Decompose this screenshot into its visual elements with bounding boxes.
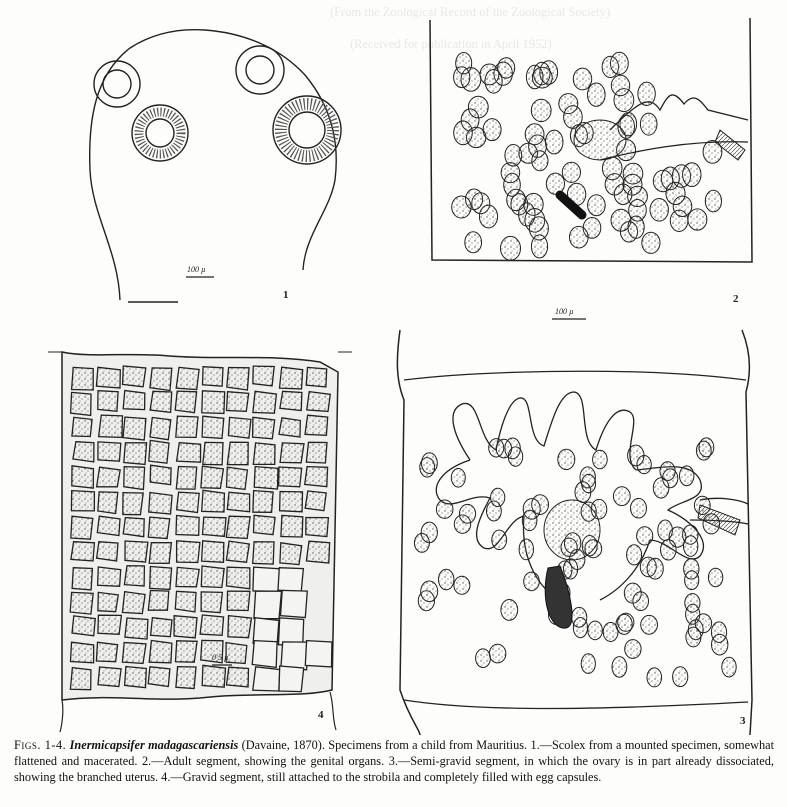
egg-capsule-cell [177,541,200,563]
egg-capsule-cell [98,567,121,586]
egg-capsule [627,545,642,565]
egg-capsule [670,210,688,231]
egg-capsule-cell [201,466,224,488]
egg-capsule-cell [227,368,249,391]
egg-capsule-cell [226,643,247,664]
egg-capsule-cell [150,567,172,590]
egg-capsule-cell [72,568,92,590]
egg-capsule [688,209,707,230]
egg-capsule [628,445,644,466]
egg-capsule [534,62,550,85]
egg-capsule-cell [253,366,274,386]
egg-capsule-cell [203,442,223,464]
egg-capsule-cell [98,391,118,412]
egg-capsule [454,121,473,145]
egg-capsule-cell [124,443,147,465]
egg-capsule [422,453,438,474]
egg-capsule-cell [203,517,227,536]
sucker-top-right [236,46,284,94]
egg-capsule [722,657,736,677]
egg-capsule [476,649,491,668]
egg-capsule [661,540,677,560]
egg-capsule-cell [123,391,145,410]
sucker-lower-right [273,96,341,164]
egg-capsule-cell [306,518,329,537]
egg-capsule [525,124,544,145]
egg-capsule [593,450,608,468]
egg-capsule [465,232,482,253]
egg-capsule-cell [306,442,327,463]
egg-capsule [501,600,518,621]
egg-capsule-cell [98,442,121,461]
scale-label-4: 0·5 µ [212,653,229,662]
figure-caption [14,737,774,785]
egg-capsule [637,527,653,545]
egg-capsule-cell [280,492,303,512]
egg-capsule [631,498,647,518]
egg-capsule [588,83,606,106]
caption-authority: (Davaine, 1870). [241,738,325,752]
scale-label-1: 100 µ [187,265,206,274]
egg-capsule [414,534,429,553]
sucker-lower-left [132,105,188,161]
egg-capsule [454,515,470,533]
egg-capsule [685,571,699,590]
egg-capsule [612,657,627,678]
egg-capsule-cell [125,618,148,639]
egg-capsule-cell [149,493,172,515]
egg-capsule-cell [123,366,146,387]
egg-capsule-cell [252,641,277,668]
egg-capsule [708,568,722,586]
egg-capsule [451,469,465,488]
egg-capsule [696,441,711,460]
egg-capsule [570,226,589,248]
egg-capsule-cell [150,465,171,484]
egg-capsule [633,592,649,611]
egg-capsule-cell [202,665,225,687]
egg-capsule-cell [176,416,198,437]
egg-capsule-cell [253,491,273,513]
egg-capsule [680,466,694,486]
egg-capsule-cell [253,542,274,564]
egg-capsule-cell [98,667,121,687]
egg-capsule-cell [176,467,196,490]
egg-capsule [705,190,721,212]
egg-capsule-cell [306,367,327,387]
egg-capsule-cell [98,492,118,514]
semi-gravid-segment-drawing [397,330,752,735]
egg-capsule [531,235,547,258]
egg-capsule-cell [253,391,277,413]
egg-capsule-cell [281,515,303,537]
egg-capsule-cell [281,642,308,670]
egg-capsule-cell [226,516,250,538]
egg-capsule-cell [226,541,249,562]
egg-capsule [684,536,698,557]
egg-capsule [572,607,587,627]
egg-capsule-cell [253,667,280,691]
egg-capsule [436,500,453,518]
egg-capsule-cell [124,467,145,490]
caption-description: Specimens from a child from Mauritius. 1.—Scolex from a mounted specimen, somewhat flattened and macerated. 2.—Adult segment, showing the genital organs. 3.—Semi-gravid segment, in which the ovary is in part already dissociated, showing the branched uterus. 4.—Gravid segment, still attached to the strobila and completely filled with egg capsules. [14,738,774,784]
egg-capsule [485,70,502,94]
egg-capsule-cell [177,443,201,463]
egg-capsule [545,130,563,154]
egg-capsule [640,113,657,135]
egg-capsule [491,488,505,506]
egg-capsule-cell [202,416,224,438]
egg-capsule [558,449,575,469]
egg-capsule [562,162,580,182]
caption-figs-label: Figs. 1-4. [14,738,67,752]
egg-capsule-cell [71,491,94,511]
egg-capsule [611,52,629,74]
egg-capsule-cell [72,417,92,436]
egg-capsule-cell [122,643,146,664]
egg-capsule [421,581,438,602]
egg-capsule [532,151,548,171]
egg-capsule [454,576,470,594]
egg-capsule-cell [227,492,249,512]
egg-capsule-cell [125,667,147,688]
egg-capsule [468,96,488,118]
egg-capsule [616,614,632,634]
egg-capsule-cell [253,567,281,591]
egg-capsule [658,520,673,540]
egg-capsule-cell [99,415,123,437]
egg-capsule-cell [175,391,196,413]
egg-capsule-cell [305,491,326,511]
egg-capsule [573,68,591,90]
egg-capsule [642,232,660,253]
egg-capsule-cell [98,592,118,611]
egg-capsule-cell [176,516,199,536]
egg-capsule-cell [149,641,172,663]
egg-capsule-cell [150,368,172,391]
egg-capsule-cell [72,616,95,636]
egg-capsule [559,94,578,114]
egg-capsule-cell [71,542,95,561]
egg-capsule-cell [227,467,248,489]
egg-capsule-cell [70,592,93,614]
egg-capsule [501,163,520,183]
egg-capsule-cell [253,417,275,439]
egg-capsule [711,622,726,643]
egg-capsule [452,196,471,218]
egg-capsule-cell [279,467,302,487]
egg-capsule-cell [96,642,117,661]
egg-capsule [625,640,641,659]
egg-capsule [483,119,501,141]
egg-capsule-cell [177,492,200,512]
egg-capsule-cell [305,467,328,487]
egg-capsule-cell [201,566,224,588]
egg-capsule-cell [228,417,251,438]
egg-capsule [602,157,622,180]
egg-capsule-cell [202,541,224,563]
egg-capsule-cell [123,518,144,537]
egg-capsule-cell [148,591,169,611]
egg-capsule-cell [203,367,224,387]
egg-capsule-cell [71,642,94,663]
egg-capsule [647,558,663,579]
egg-capsule-cell [150,418,171,440]
egg-capsule-cell [227,667,249,687]
egg-capsule-cell [227,442,248,465]
egg-capsule-cell [306,541,329,563]
egg-capsule-cell [98,615,122,634]
egg-capsule-cell [280,367,303,389]
scale-label-2: 100 µ [555,307,574,316]
egg-capsule-cell [72,367,94,390]
caption-species-name: Inermicapsifer madagascariensis [69,738,239,752]
egg-capsule [647,668,662,687]
egg-capsule-cell [305,415,328,435]
background-text-line-1: (From the Zoological Record of the Zoological Society) [330,5,611,19]
egg-capsule-cell [280,391,302,410]
egg-capsule-cell [123,417,146,440]
egg-capsule-cell [281,590,308,617]
egg-capsule [489,644,506,663]
egg-capsule [581,654,595,674]
egg-capsule-cell [307,392,331,412]
egg-capsule-cell [279,666,304,692]
egg-capsule-cell [176,641,198,662]
egg-capsule [524,572,540,591]
egg-capsule [492,530,507,549]
egg-capsule-cell [148,667,170,687]
egg-capsule-cell [73,442,94,462]
egg-capsule [650,199,668,222]
egg-capsule-cell [201,592,222,613]
egg-capsule-cell [148,517,169,538]
egg-capsule-cell [125,541,148,562]
egg-capsule-cell [149,440,169,463]
egg-capsule-cell [175,591,196,612]
egg-capsule [479,205,497,228]
egg-capsule-cell [123,493,143,515]
egg-capsule-cell [96,367,120,388]
sucker-top-left [94,61,140,107]
egg-capsule [628,216,644,238]
egg-capsule-cell [280,443,304,463]
egg-capsule [683,163,701,187]
egg-capsule-cell [254,467,278,489]
adult-segment-drawing [430,18,752,262]
panel-number-2: 2 [733,293,739,305]
egg-capsule-cell [97,467,121,487]
egg-capsule-cell [227,392,249,412]
egg-capsule [614,184,632,204]
egg-capsule [661,167,679,190]
egg-capsule [532,495,549,515]
egg-capsule-cell [150,391,172,412]
egg-capsule-cell [280,543,302,565]
egg-capsule-cell [305,641,332,667]
egg-capsule-cell [122,592,145,614]
egg-capsule-cell [149,543,171,564]
panel-number-4: 4 [318,709,324,721]
panel-number-3: 3 [740,715,746,727]
egg-capsule [582,474,596,492]
egg-capsule-cell [202,490,225,512]
egg-capsule-cell [97,542,118,561]
egg-capsule [641,615,658,634]
egg-capsule [588,195,606,216]
egg-capsule [588,621,603,640]
egg-capsule-cell [278,568,303,592]
egg-capsule [611,75,629,95]
egg-capsule-cell [151,618,172,637]
egg-capsule [525,209,545,233]
egg-capsule-cell [176,567,199,586]
egg-capsule [531,99,551,121]
egg-capsule-cell [70,668,91,690]
egg-capsule [496,439,511,458]
egg-capsule [456,53,472,74]
egg-capsule-cell [174,616,197,638]
panel-number-1: 1 [283,289,289,301]
background-text-line-2: (Received for publication in April 1952) [350,37,552,51]
egg-capsule-cell [97,516,120,535]
gravid-segment-drawing [48,352,352,732]
egg-capsule-cell [71,516,93,539]
egg-capsule [673,667,688,687]
egg-capsule-cell [254,515,276,534]
scolex-drawing [90,30,341,302]
egg-capsule [663,469,678,488]
egg-capsule-cell [228,616,252,638]
egg-capsule [439,569,454,590]
egg-capsule [519,539,533,560]
egg-capsule-cell [124,566,144,586]
egg-capsule-cell [253,443,275,465]
egg-capsule-cell [279,418,300,437]
egg-capsule-cell [200,615,224,635]
egg-capsule-cell [227,567,250,589]
egg-capsule-cell [72,466,94,488]
egg-capsule [613,487,630,506]
egg-capsule-cell [176,667,196,689]
egg-capsule-cell [71,392,91,415]
egg-capsule-cell [227,591,250,610]
egg-capsule-cell [176,367,199,389]
egg-capsule [501,236,521,260]
egg-capsule-cell [254,591,282,619]
egg-capsule-cell [202,391,225,414]
egg-capsule [686,627,701,647]
